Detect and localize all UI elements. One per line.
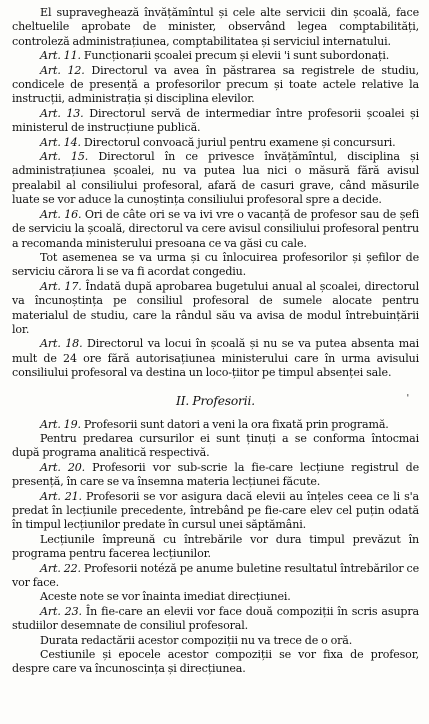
paragraph-courses (12, 432, 419, 461)
paragraph-art-13 (12, 107, 419, 136)
paragraph-text: Profesorii vor sub-scrie la fie-care lecțiune registrul de presență, în care se va însemna materia lecțiunei făcute. (12, 460, 419, 489)
paragraph-text: Profesorii notéză pe anume buletine resultatul întrebărilor ce vor face. (12, 561, 419, 590)
paragraph-duration (12, 634, 419, 648)
paragraph-text: Pentru predarea cursurilor ei sunt ținuți a se conforma întocmai după programa analitică respectivă. (12, 431, 419, 460)
paragraph-text: Cestiunile și epocele acestor compoziții se vor fixa de profesor, despre care va încunoscința și direcțiunea. (12, 648, 419, 676)
paragraph-text: Directorul va locui în școală și nu se va putea absenta mai mult de 24 ore fără autorisațiunea ministerului care în urma avisului consiliului profesoral va destina un loco-țiitor pe timpul absenței sale. (12, 337, 420, 380)
paragraph-art-21 (12, 490, 419, 533)
article-number: Art. 22. (40, 561, 81, 575)
paragraph-text: Profesorii se vor asigura dacă elevii au înțeles ceea ce li s'a predat în lecțiunile precedente, întrebând pe fie-care elev cel puțin odată în timpul lecțiunilor predate în cursul unei săptămâni. (12, 489, 420, 532)
article-number: Art. 12. (40, 63, 85, 77)
paragraph-text: Directorul servă de intermediar între profesorii școalei și ministerul de instrucțiune publică. (12, 106, 420, 135)
article-number: Art. 13. (40, 106, 84, 120)
paragraph-art-22 (12, 562, 419, 591)
paragraph-lessons (12, 533, 419, 562)
paragraph-art-12 (12, 64, 419, 107)
paragraph-art-16 (12, 208, 419, 251)
paragraph-art-19 (12, 418, 419, 432)
paragraph-art-18 (12, 337, 419, 380)
paragraph-text: Îndată după aprobarea bugetului anual al școalei, directorul va încunoștința pe consiliul profesoral de sumele alocate pentru materialul de studiu, care la rândul său va avisa de modul întrebuințării lor. (12, 279, 420, 336)
paragraph-art-20 (12, 461, 419, 490)
article-number: Art. 14. (40, 135, 81, 149)
article-number: Art. 20. (40, 460, 86, 474)
paragraph-notes (12, 590, 419, 604)
paragraph-text: Directorul va avea în păstrarea sa registrele de studiu, condicele de presență a profesorilor precum și toate actele relative la instrucții, administrația și disciplina elevilor. (12, 63, 419, 106)
paragraph-art-23 (12, 605, 419, 634)
paragraph-text: Aceste note se vor înainta imediat direcțiunei. (40, 590, 291, 604)
paragraph-text: Directorul în ce privesce învățămîntul, disciplina și administrațiunea școalei, nu va putea lua nici o măsură fără avisul prealabil al consiliului profesoral, afară de casuri grave, când măsurile luate se vor aduce la cunoștința consiliului profesoral spre a decide. (12, 150, 419, 207)
paragraph-text: El supraveghează învățămîntul și cele alte servicii din școală, face cheltuelile aprobate de minister, observând legea comptabilități, controleză administrațiunea, comptabilitatea și serviciul internatului. (12, 6, 419, 48)
paragraph-art-14 (12, 136, 419, 150)
article-number: Art. 23. (40, 604, 82, 618)
paragraph-text: Tot asemenea se va urma și cu înlocuirea profesorilor și șefilor de serviciu cărora li se va fi acordat congediu. (12, 250, 419, 279)
article-number: Art. 11. (40, 49, 81, 63)
paragraph-director-duties (12, 6, 419, 49)
article-number: Art. 16. (40, 207, 82, 221)
paragraph-text: Durata redactării acestor compoziții nu va trece de o oră. (40, 633, 353, 647)
paragraph-text: În fie-care an elevii vor face două compoziții în scris asupra studiilor desemnate de consiliul profesoral. (12, 604, 420, 633)
paragraph-replacement (12, 251, 419, 280)
article-number: Art. 19. (40, 417, 81, 431)
section-heading (12, 394, 419, 409)
section-title: II. Profesorii. (176, 393, 255, 408)
paragraph-text: Profesorii sunt datori a veni la ora fixată prin programă. (83, 417, 389, 431)
article-number: Art. 21. (40, 489, 82, 503)
paragraph-text: Lecțiunile împreună cu întrebările vor dura timpul prevăzut în programa pentru facerea lecțiunilor. (12, 532, 419, 561)
paragraph-questions (12, 648, 419, 677)
paragraph-art-11 (12, 49, 419, 63)
paragraph-art-17 (12, 280, 419, 338)
article-number: Art. 18. (40, 337, 83, 351)
paragraph-text: Ori de câte ori se va ivi vre o vacanță de profesor sau de șefi de serviciu la școală, directorul va cere avisul consiliului profesoral pentru a recomanda ministerului presoana ce va găsi cu cale. (12, 207, 420, 250)
article-number: Art. 17. (40, 279, 82, 293)
paragraph-text: Funcționarii școalei precum și elevii 'i sunt subordonați. (83, 49, 390, 63)
article-number: Art. 15. (40, 150, 89, 164)
heading-mark: ' (406, 393, 409, 404)
paragraph-text: Directorul convoacă juriul pentru examene și concursuri. (83, 135, 396, 149)
paragraph-art-15 (12, 150, 419, 208)
